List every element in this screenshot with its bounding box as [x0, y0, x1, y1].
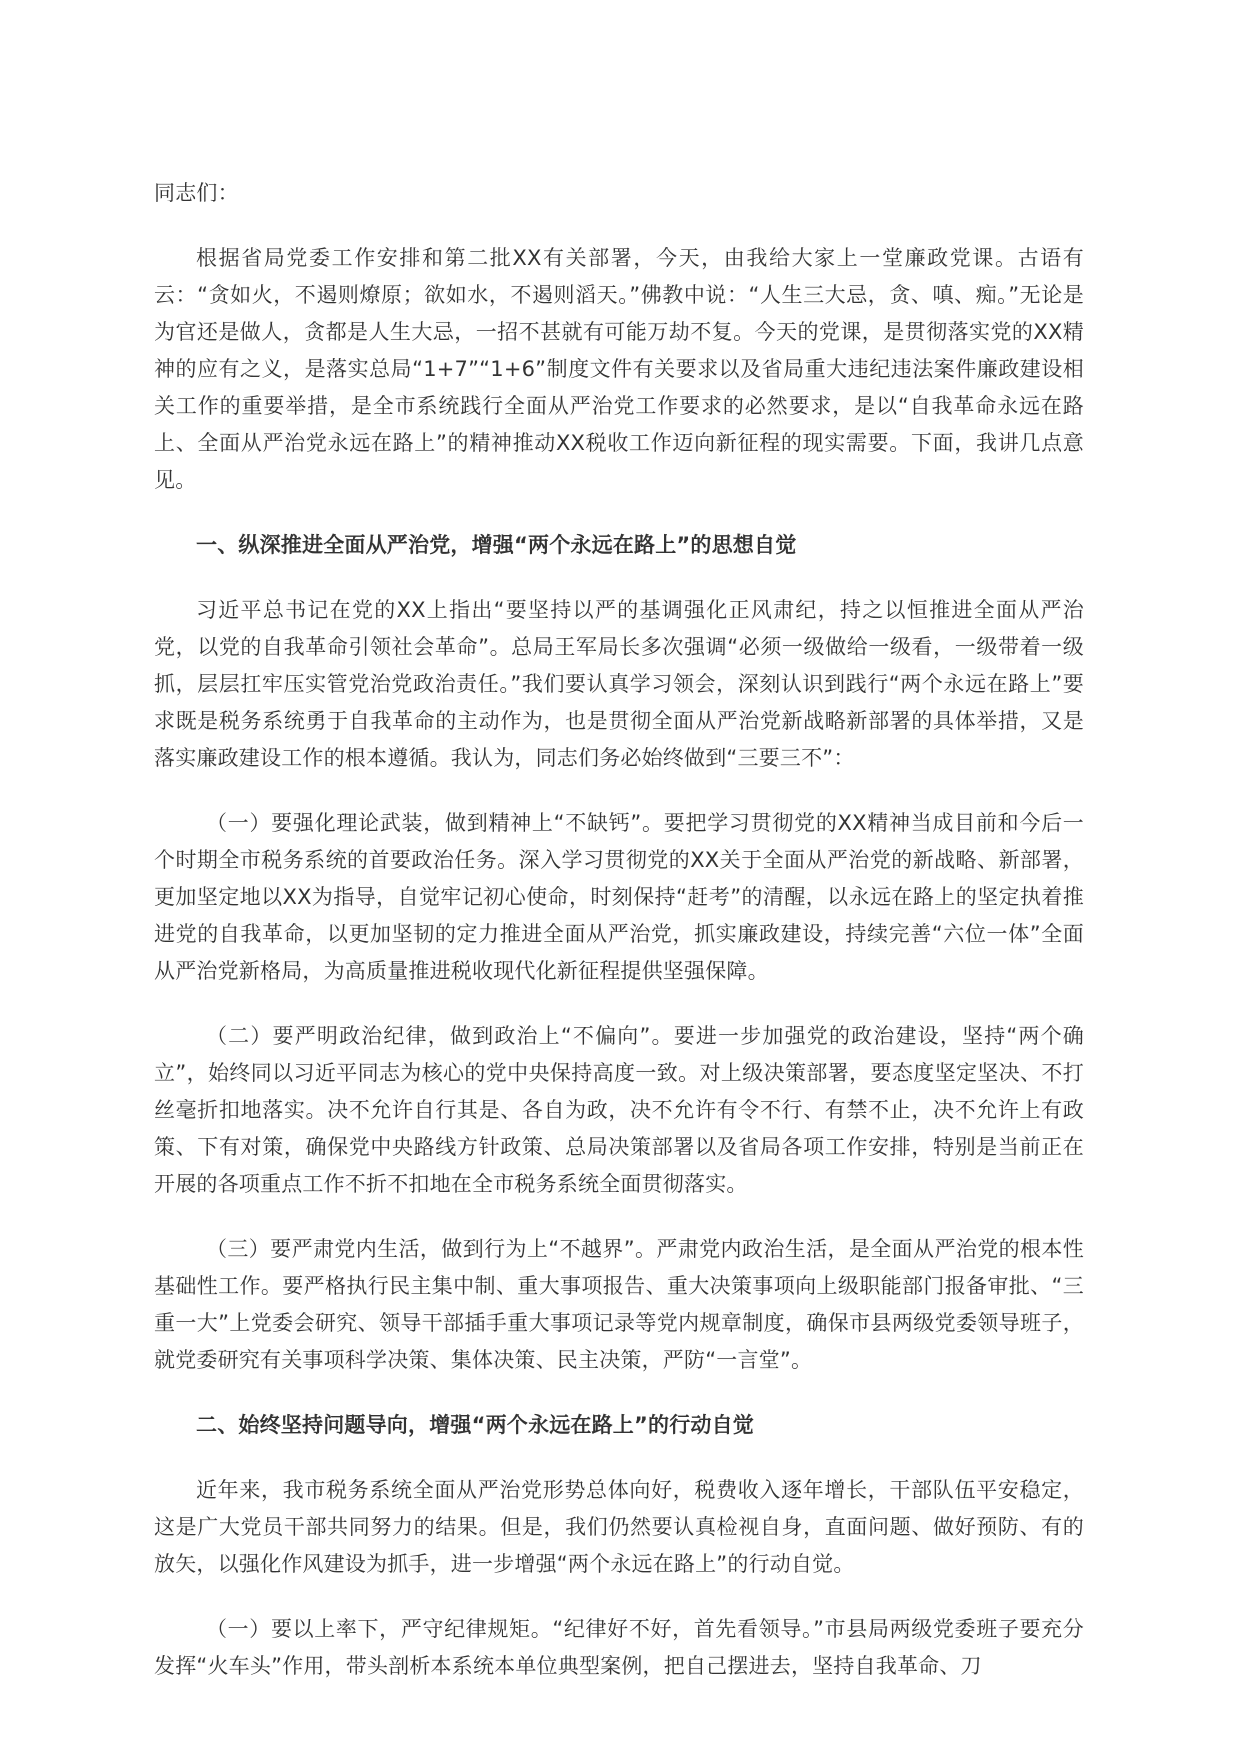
section-1-point-2: （二）要严明政治纪律，做到政治上“不偏向”。要进一步加强党的政治建设，坚持“两个确立”，始终同以习近平同志为核心的党中央保持高度一致。对上级决策部署，要态度坚定坚决、不打丝毫折扣地落实。决不允许自行其是、各自为政，决不允许有令不行、有禁不止，决不允许上有政策、下有对策，确保党中央路线方针政策、总局决策部署以及省局各项工作安排，特别是当前正在开展的各项重点工作不折不扣地在全市税务系统全面贯彻落实。: [154, 1024, 1084, 1196]
section-2-intro: 近年来，我市税务系统全面从严治党形势总体向好，税费收入逐年增长，干部队伍平安稳定，这是广大党员干部共同努力的结果。但是，我们仍然要认真检视自身，直面问题、做好预防、有的放矢，以强化作风建设为抓手，进一步增强“两个永远在路上”的行动自觉。: [154, 1478, 1084, 1576]
section-1-heading: 一、纵深推进全面从严治党，增强“两个永远在路上”的思想自觉: [196, 533, 797, 557]
salutation: 同志们：: [154, 181, 239, 205]
document-page: [154, 175, 1084, 1713]
section-2-point-1: （一）要以上率下，严守纪律规矩。“纪律好不好，首先看领导。”市县局两级党委班子要充分发挥“火车头”作用，带头剖析本系统本单位典型案例，把自己摆进去，坚持自我革命、刀: [154, 1617, 1084, 1678]
section-1-intro: 习近平总书记在党的XX上指出“要坚持以严的基调强化正风肃纪，持之以恒推进全面从严治党，以党的自我革命引领社会革命”。总局王军局长多次强调“必须一级做给一级看，一级带着一级抓，层层扛牢压实管党治党政治责任。”我们要认真学习领会，深刻认识到践行“两个永远在路上”要求既是税务系统勇于自我革命的主动作为，也是贯彻全面从严治党新战略新部署的具体举措，又是落实廉政建设工作的根本遵循。我认为，同志们务必始终做到“三要三不”：: [154, 598, 1084, 770]
section-2-heading: 二、始终坚持问题导向，增强“两个永远在路上”的行动自觉: [196, 1413, 755, 1437]
intro-paragraph: 根据省局党委工作安排和第二批XX有关部署，今天，由我给大家上一堂廉政党课。古语有云：“贪如火，不遏则燎原；欲如水，不遏则滔天。”佛教中说：“人生三大忌，贪、嗔、痴。”无论是为官还是做人，贪都是人生大忌，一招不甚就有可能万劫不复。今天的党课，是贯彻落实党的XX精神的应有之义，是落实总局“1+7”“1+6”制度文件有关要求以及省局重大违纪违法案件廉政建设相关工作的重要举措，是全市系统践行全面从严治党工作要求的必然要求，是以“自我革命永远在路上、全面从严治党永远在路上”的精神推动XX税收工作迈向新征程的现实需要。下面，我讲几点意见。: [154, 246, 1084, 492]
section-1-point-3: （三）要严肃党内生活，做到行为上“不越界”。严肃党内政治生活，是全面从严治党的根本性基础性工作。要严格执行民主集中制、重大事项报告、重大决策事项向上级职能部门报备审批、“三重一大”上党委会研究、领导干部插手重大事项记录等党内规章制度，确保市县两级党委领导班子，就党委研究有关事项科学决策、集体决策、民主决策，严防“一言堂”。: [154, 1237, 1084, 1372]
section-1-point-1: （一）要强化理论武装，做到精神上“不缺钙”。要把学习贯彻党的XX精神当成目前和今后一个时期全市税务系统的首要政治任务。深入学习贯彻党的XX关于全面从严治党的新战略、新部署，更加坚定地以XX为指导，自觉牢记初心使命，时刻保持“赶考”的清醒，以永远在路上的坚定执着推进党的自我革命，以更加坚韧的定力推进全面从严治党，抓实廉政建设，持续完善“六位一体”全面从严治党新格局，为高质量推进税收现代化新征程提供坚强保障。: [154, 811, 1084, 983]
